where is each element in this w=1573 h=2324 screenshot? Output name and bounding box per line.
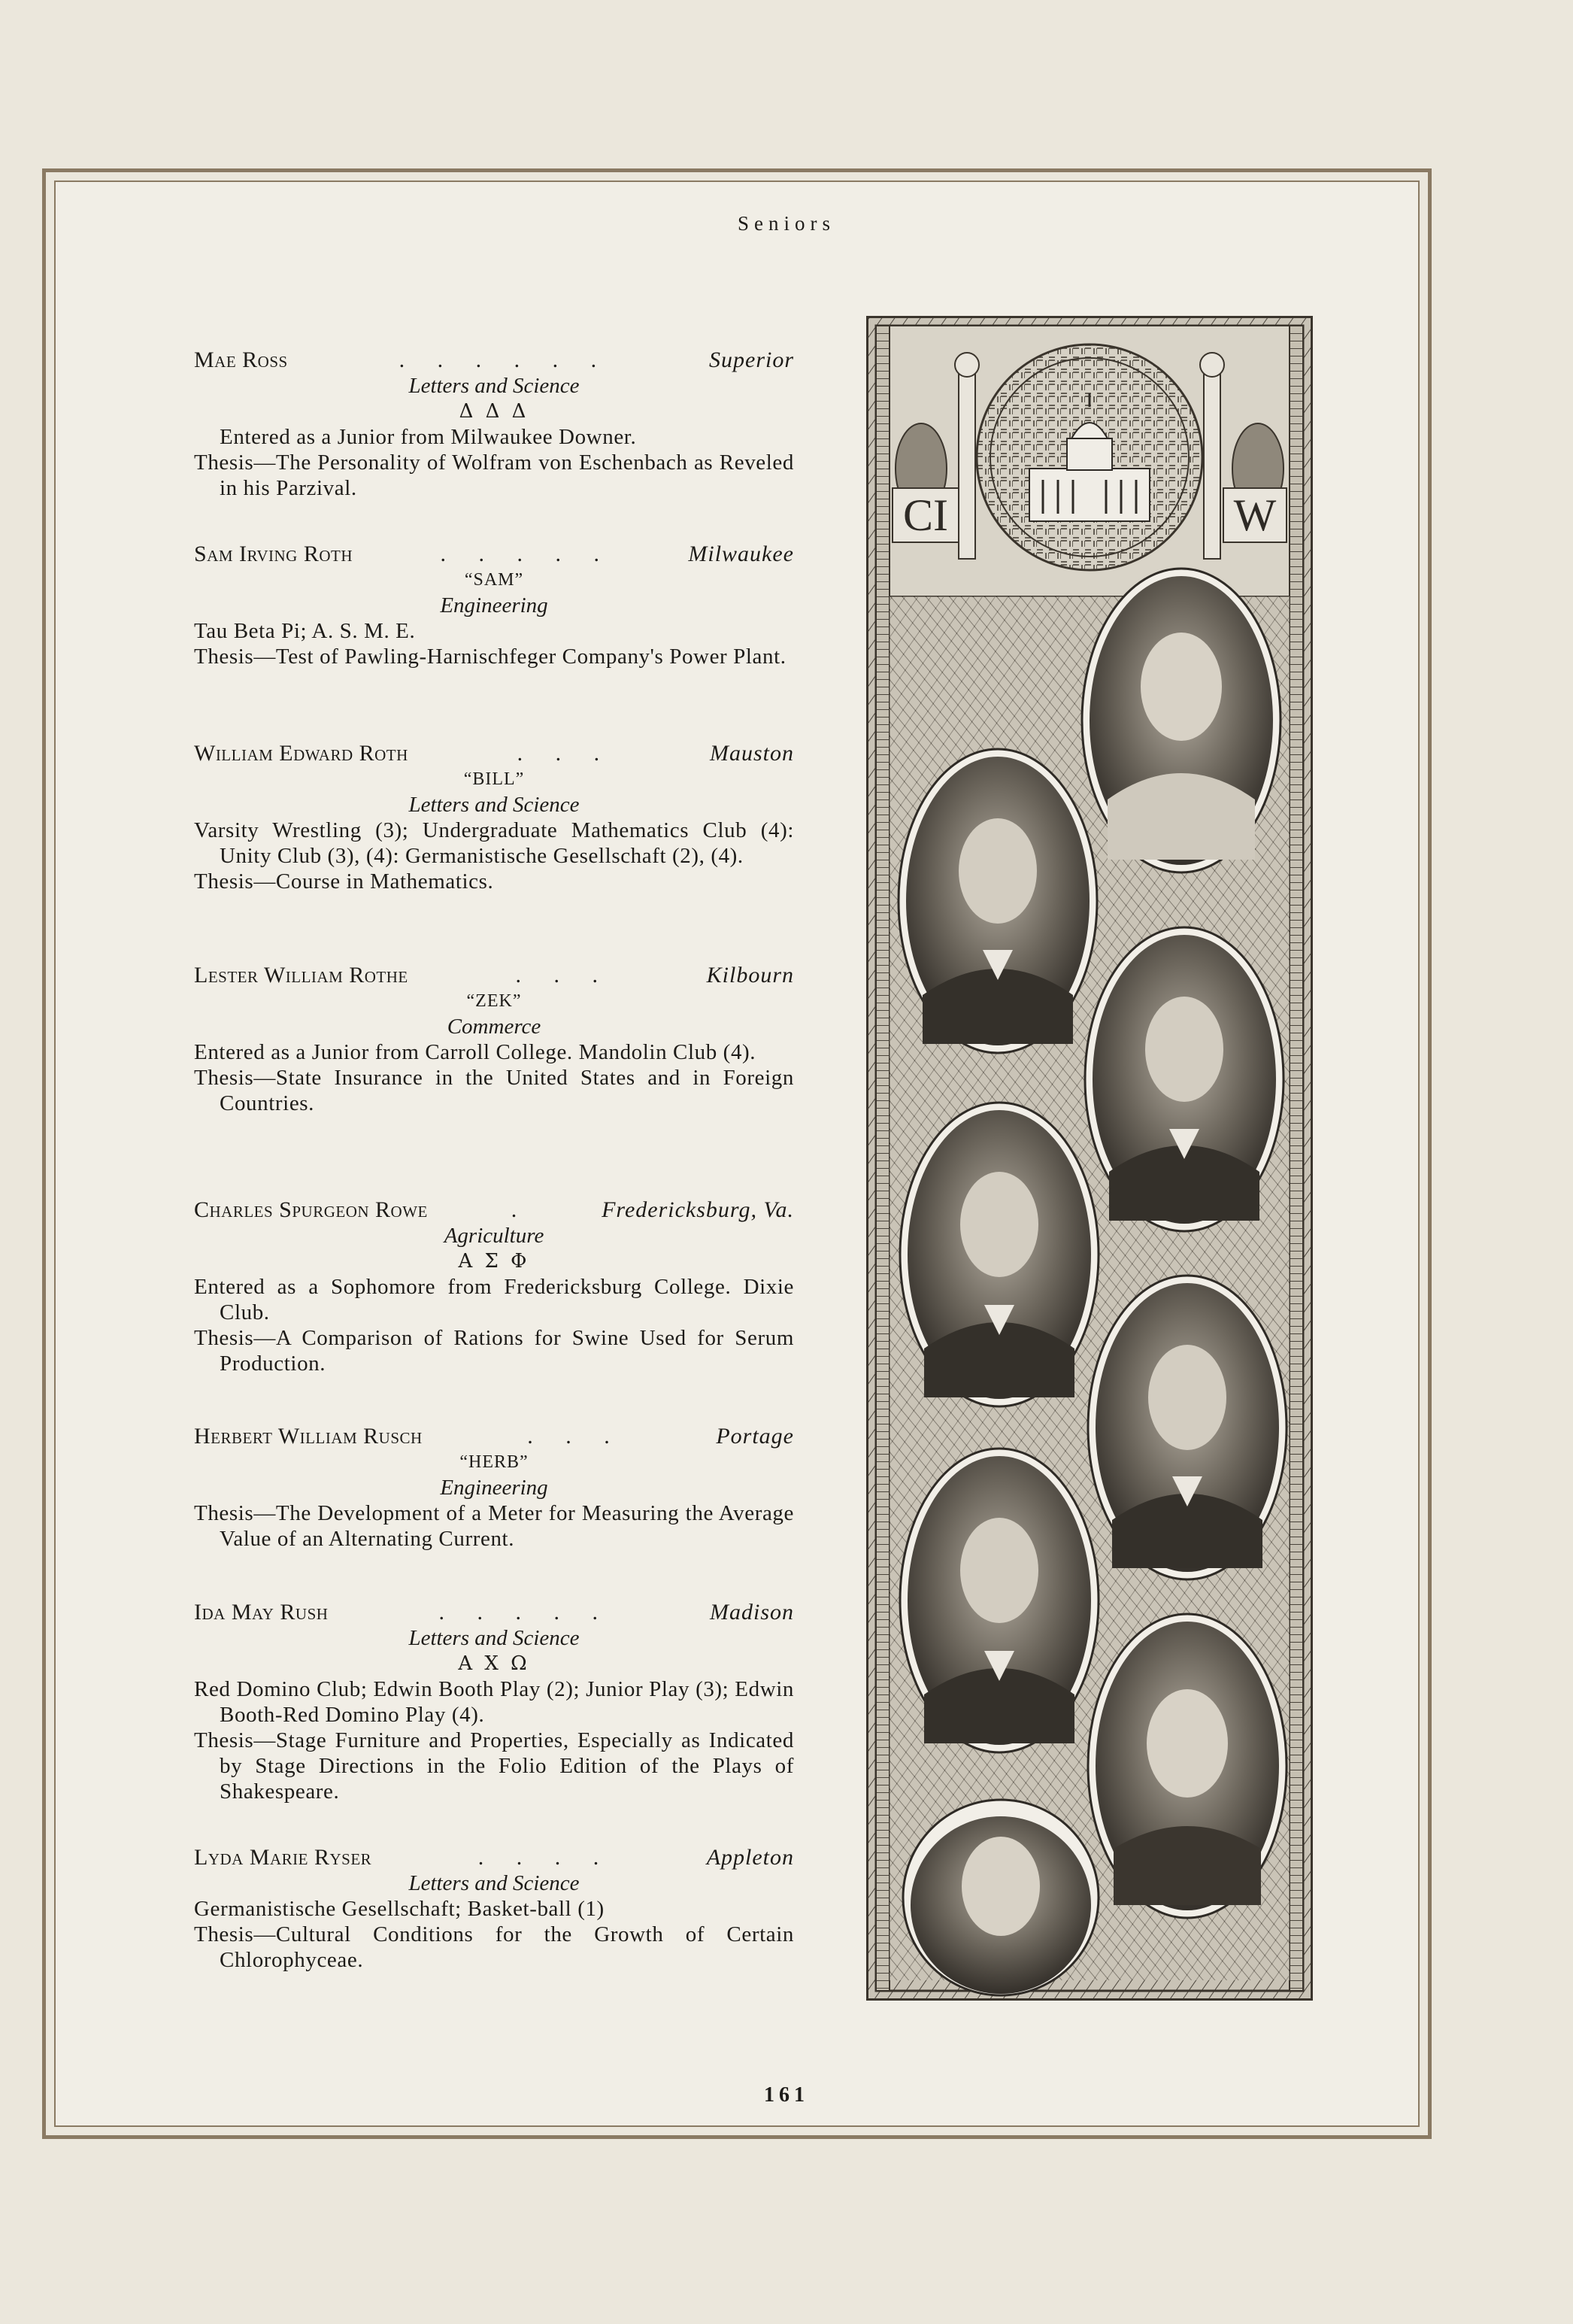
senior-name: Mae Ross [194, 347, 288, 372]
thesis: Thesis—Test of Pawling-Harnischfeger Company's Power Plant. [194, 645, 786, 669]
activities: Entered as a Junior from Milwaukee Downer. [220, 425, 637, 449]
portrait-4 [900, 1103, 1099, 1406]
portrait-8 [903, 1800, 1099, 1995]
leader-dots: . . . [527, 1424, 623, 1449]
portrait-3 [1085, 927, 1284, 1231]
leader-dots: . . . . . [438, 1600, 611, 1625]
senior-name: Lyda Marie Ryser [194, 1845, 372, 1870]
monogram-left: CI [903, 490, 948, 540]
senior-name: Sam Irving Roth [194, 542, 353, 566]
fraternity-letters: Α Χ Ω [458, 1652, 530, 1675]
leader-dots: . . . [515, 963, 611, 988]
senior-name: William Edward Roth [194, 741, 408, 766]
thesis: Thesis—Course in Mathematics. [194, 869, 494, 893]
senior-entry [194, 963, 794, 1116]
college: Letters and Science [408, 1871, 580, 1895]
nickname: “HERB” [459, 1452, 529, 1472]
senior-entry [194, 347, 794, 501]
hometown: Appleton [706, 1845, 794, 1870]
fraternity-letters: Α Σ Φ [458, 1250, 530, 1273]
running-head: Seniors [738, 212, 835, 235]
senior-name: Charles Spurgeon Rowe [194, 1197, 428, 1222]
thesis: Thesis—The Development of a Meter for Measuring the Average Value of an Alternating Current. [194, 1501, 794, 1551]
senior-entry [194, 542, 794, 669]
thesis: Thesis—Cultural Conditions for the Growth of Certain Chlorophyceae. [194, 1922, 794, 1972]
college: Engineering [440, 593, 548, 617]
hometown: Superior [709, 347, 794, 372]
college: Letters and Science [408, 1626, 580, 1650]
leader-dots: . . . . [477, 1845, 613, 1870]
activities: Entered as a Sophomore from Fredericksburg College. Dixie Club. [194, 1275, 794, 1324]
hometown: Kilbourn [706, 963, 794, 988]
senior-entry [194, 1424, 794, 1552]
thesis: Thesis—Stage Furniture and Properties, Especially as Indicated by Stage Directions in the Folio Edition of the Plays of Shakespeare. [194, 1728, 794, 1804]
college: Letters and Science [408, 793, 580, 817]
senior-entry [194, 741, 794, 894]
hometown: Milwaukee [688, 542, 794, 566]
portrait-7 [1088, 1614, 1287, 1918]
college: Letters and Science [408, 374, 580, 398]
college: Commerce [447, 1015, 541, 1039]
nickname: “ZEK” [466, 991, 522, 1011]
portrait-2 [899, 749, 1097, 1053]
activities: Varsity Wrestling (3); Undergraduate Mathematics Club (4): Unity Club (3), (4): Germanistische Gesellschaft (2), (4). [194, 818, 794, 868]
leader-dots: . . . . . [440, 542, 613, 566]
thesis: Thesis—The Personality of Wolfram von Eschenbach as Reveled in his Parzival. [194, 451, 794, 500]
thesis: Thesis—A Comparison of Rations for Swine Used for Serum Production. [194, 1326, 794, 1376]
hometown: Portage [716, 1424, 794, 1449]
page-number: 161 [764, 2083, 809, 2107]
leader-dots: . . . [517, 741, 614, 766]
portrait-1 [1082, 569, 1281, 872]
senior-entry [194, 1600, 794, 1804]
hometown: Mauston [710, 741, 794, 766]
portrait-6 [900, 1449, 1099, 1752]
college: Engineering [440, 1476, 548, 1500]
hometown: Madison [710, 1600, 794, 1625]
senior-name: Ida May Rush [194, 1600, 329, 1625]
portrait-panel-art [868, 318, 1311, 1998]
activities: Tau Beta Pi; A. S. M. E. [194, 619, 416, 643]
nickname: “SAM” [464, 570, 524, 590]
activities: Germanistische Gesellschaft; Basket-ball (1) [194, 1897, 605, 1921]
portrait-5 [1088, 1276, 1287, 1579]
activities: Entered as a Junior from Carroll College. Mandolin Club (4). [194, 1040, 756, 1064]
leader-dots: . . . . . . [399, 347, 611, 372]
portrait-panel [866, 316, 1313, 2001]
leader-dots: . [511, 1197, 531, 1222]
college: Agriculture [444, 1224, 544, 1248]
senior-entry [194, 1197, 794, 1376]
nickname: “BILL” [463, 769, 525, 789]
hometown: Fredericksburg, Va. [602, 1197, 794, 1222]
senior-name: Herbert William Rusch [194, 1424, 423, 1449]
senior-entry [194, 1845, 794, 1973]
fraternity-letters: Δ Δ Δ [459, 400, 529, 423]
activities: Red Domino Club; Edwin Booth Play (2); Junior Play (3); Edwin Booth-Red Domino Play (4). [194, 1677, 794, 1727]
thesis: Thesis—State Insurance in the United States and in Foreign Countries. [194, 1066, 794, 1115]
senior-name: Lester William Rothe [194, 963, 408, 988]
monogram-right: W [1233, 490, 1277, 540]
